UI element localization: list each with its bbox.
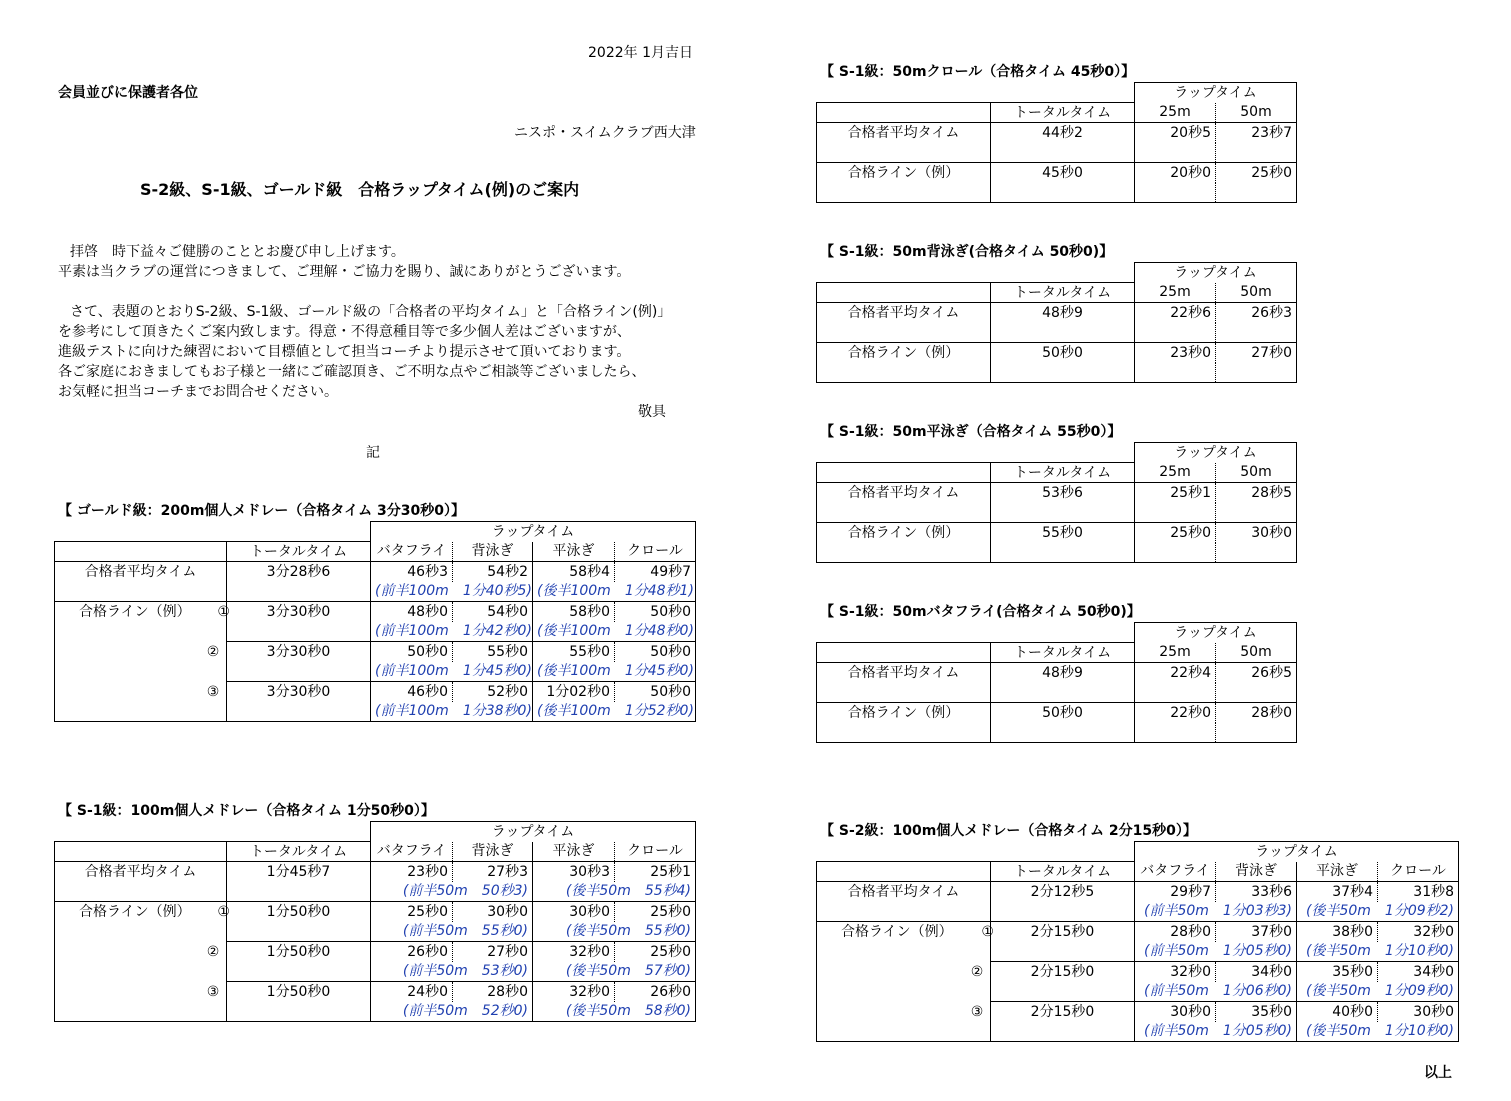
- letter-line: さて、表題のとおりS-2級、S-1級、ゴールド級の「合格者の平均タイム」と「合格ライン(例)」: [70, 304, 672, 320]
- total-cell: 3分30秒0: [227, 642, 371, 662]
- lap-header: ラップタイム: [371, 822, 696, 842]
- avg-label: 合格者平均タイム: [817, 663, 991, 683]
- row-number: ②: [206, 943, 220, 960]
- s1breast-title: 【 S-1級：50m平泳ぎ（合格タイム 55秒0）】: [820, 424, 1122, 440]
- fly-cell: 48秒0: [371, 602, 453, 622]
- breast-cell: 37秒4: [1297, 882, 1378, 902]
- fly-cell: 46秒3: [371, 562, 453, 582]
- free-cell: 32秒0: [1378, 922, 1459, 942]
- split-note: (後半50m 57秒0): [533, 962, 696, 982]
- m50-header: 50m: [1216, 643, 1297, 663]
- avg-label: 合格者平均タイム: [817, 483, 991, 503]
- lap-header: ラップタイム: [1135, 83, 1297, 103]
- total-cell: 3分28秒6: [227, 562, 371, 582]
- end-mark: 以上: [1424, 1065, 1452, 1081]
- back-cell: 27秒3: [453, 862, 533, 882]
- row-number: ③: [206, 683, 220, 700]
- breast-header: 平泳ぎ: [1297, 862, 1378, 882]
- split-note: (後半100m 1分48秒0): [533, 622, 696, 642]
- total-cell: 2分15秒0: [991, 1002, 1135, 1022]
- total-cell: 48秒9: [991, 663, 1135, 683]
- total-cell: 1分50秒0: [227, 982, 371, 1002]
- back-header: 背泳ぎ: [453, 542, 533, 562]
- split-note: (後半50m 1分09秒0): [1297, 982, 1459, 1002]
- m25-cell: 22秒0: [1135, 703, 1216, 723]
- m50-cell: 26秒5: [1216, 663, 1297, 683]
- back-header: 背泳ぎ: [453, 842, 533, 862]
- back-cell: 35秒0: [1216, 1002, 1297, 1022]
- m25-cell: 20秒0: [1135, 163, 1216, 183]
- s1fly-title: 【 S-1級：50mバタフライ(合格タイム 50秒0)】: [820, 604, 1141, 620]
- line-label: 合格ライン（例）: [817, 523, 991, 543]
- breast-cell: 40秒0: [1297, 1002, 1378, 1022]
- breast-header: 平泳ぎ: [533, 842, 615, 862]
- split-note: (前半100m 1分42秒0): [371, 622, 533, 642]
- s1im-table: [54, 821, 696, 1022]
- split-note: (前半50m 1分05秒0): [1135, 1022, 1297, 1042]
- m25-header: 25m: [1135, 103, 1216, 123]
- fly-cell: 46秒0: [371, 682, 453, 702]
- total-cell: 1分50秒0: [227, 902, 371, 922]
- letter-line: お気軽に担当コーチまでお問合せください。: [58, 384, 338, 400]
- avg-label: 合格者平均タイム: [817, 882, 991, 902]
- m25-cell: 22秒6: [1135, 303, 1216, 323]
- breast-cell: 30秒3: [533, 862, 615, 882]
- lap-header: ラップタイム: [1135, 263, 1297, 283]
- split-note: (後半50m 55秒0): [533, 922, 696, 942]
- line-label: 合格ライン（例）: [79, 903, 191, 920]
- gold-title: 【 ゴールド級：200m個人メドレー（合格タイム 3分30秒0）】: [58, 503, 465, 519]
- row-number: ①: [217, 603, 230, 620]
- m50-cell: 26秒3: [1216, 303, 1297, 323]
- line-label: 合格ライン（例）: [79, 603, 191, 620]
- line-label: 合格ライン（例）: [817, 163, 991, 183]
- letter-line: 平素は当クラブの運営につきまして、ご理解・ご協力を賜り、誠にありがとうございます。: [58, 264, 631, 280]
- fly-header: バタフライ: [371, 842, 453, 862]
- total-cell: 45秒0: [991, 163, 1135, 183]
- m50-header: 50m: [1216, 283, 1297, 303]
- breast-header: 平泳ぎ: [533, 542, 615, 562]
- total-cell: 2分15秒0: [991, 922, 1135, 942]
- back-cell: 33秒6: [1216, 882, 1297, 902]
- back-cell: 27秒0: [453, 942, 533, 962]
- split-note: (前半50m 50秒3): [371, 882, 533, 902]
- fly-cell: 30秒0: [1135, 1002, 1216, 1022]
- free-header: クロール: [1378, 862, 1459, 882]
- free-cell: 25秒0: [615, 902, 696, 922]
- m25-cell: 23秒0: [1135, 343, 1216, 363]
- total-cell: 3分30秒0: [227, 602, 371, 622]
- back-cell: 54秒0: [453, 602, 533, 622]
- total-cell: 1分45秒7: [227, 862, 371, 882]
- total-header: トータルタイム: [227, 842, 371, 862]
- m50-cell: 23秒7: [1216, 123, 1297, 143]
- line-label: 合格ライン（例）: [817, 343, 991, 363]
- total-cell: 50秒0: [991, 343, 1135, 363]
- s1back-table: [816, 262, 1297, 383]
- total-cell: 55秒0: [991, 523, 1135, 543]
- s1back-title: 【 S-1級：50m背泳ぎ(合格タイム 50秒0)】: [820, 244, 1114, 260]
- avg-label: 合格者平均タイム: [55, 862, 227, 882]
- back-cell: 34秒0: [1216, 962, 1297, 982]
- lap-header: ラップタイム: [1135, 443, 1297, 463]
- m25-cell: 25秒0: [1135, 523, 1216, 543]
- free-cell: 34秒0: [1378, 962, 1459, 982]
- row-number: ②: [206, 643, 220, 660]
- split-note: (後半100m 1分52秒0): [533, 702, 696, 722]
- m25-header: 25m: [1135, 283, 1216, 303]
- line-label: 合格ライン（例）: [841, 923, 953, 940]
- free-cell: 50秒0: [615, 602, 696, 622]
- lap-header: ラップタイム: [371, 522, 696, 542]
- m25-cell: 20秒5: [1135, 123, 1216, 143]
- s2im-table: [816, 841, 1459, 1042]
- s1fly-table: [816, 622, 1297, 743]
- back-header: 背泳ぎ: [1216, 862, 1297, 882]
- page-title: S-2級、S-1級、ゴールド級 合格ラップタイム(例)のご案内: [140, 180, 580, 199]
- split-note: (前半100m 1分45秒0): [371, 662, 533, 682]
- row-number: ①: [981, 923, 994, 940]
- fly-header: バタフライ: [371, 542, 453, 562]
- free-cell: 31秒8: [1378, 882, 1459, 902]
- lap-header: ラップタイム: [1135, 842, 1459, 862]
- m50-cell: 25秒0: [1216, 163, 1297, 183]
- free-header: クロール: [615, 842, 696, 862]
- split-note: (後半100m 1分45秒0): [533, 662, 696, 682]
- split-note: (後半50m 1分10秒0): [1297, 1022, 1459, 1042]
- free-header: クロール: [615, 542, 696, 562]
- row-number: ①: [217, 903, 230, 920]
- ki-mark: 記: [366, 445, 380, 461]
- m25-cell: 22秒4: [1135, 663, 1216, 683]
- total-cell: 48秒9: [991, 303, 1135, 323]
- s2im-title: 【 S-2級：100m個人メドレー（合格タイム 2分15秒0）】: [820, 823, 1197, 839]
- fly-header: バタフライ: [1135, 862, 1216, 882]
- s1im-title: 【 S-1級：100m個人メドレー（合格タイム 1分50秒0）】: [58, 803, 435, 819]
- split-note: (後半50m 1分10秒0): [1297, 942, 1459, 962]
- split-note: (前半100m 1分40秒5): [371, 582, 533, 602]
- back-cell: 55秒0: [453, 642, 533, 662]
- free-cell: 26秒0: [615, 982, 696, 1002]
- split-note: (前半100m 1分38秒0): [371, 702, 533, 722]
- line-label: 合格ライン（例）: [817, 703, 991, 723]
- row-number: ③: [206, 983, 220, 1000]
- free-cell: 49秒7: [615, 562, 696, 582]
- recipient: 会員並びに保護者各位: [58, 85, 198, 101]
- split-note: (後半50m 58秒0): [533, 1002, 696, 1022]
- total-cell: 2分15秒0: [991, 962, 1135, 982]
- breast-cell: 35秒0: [1297, 962, 1378, 982]
- letter-line: 拝啓 時下益々ご健勝のこととお慶び申し上げます。: [70, 244, 405, 260]
- m25-cell: 25秒1: [1135, 483, 1216, 503]
- total-header: トータルタイム: [991, 862, 1135, 882]
- avg-label: 合格者平均タイム: [817, 303, 991, 323]
- split-note: (後半100m 1分48秒1): [533, 582, 696, 602]
- breast-cell: 32秒0: [533, 982, 615, 1002]
- free-cell: 30秒0: [1378, 1002, 1459, 1022]
- sender: ニスポ・スイムクラブ西大津: [514, 125, 696, 141]
- fly-cell: 23秒0: [371, 862, 453, 882]
- row-number: ③: [970, 1003, 984, 1020]
- split-note: (前半50m 53秒0): [371, 962, 533, 982]
- total-cell: 53秒6: [991, 483, 1135, 503]
- letter-line: を参考にして頂きたくご案内致します。得意・不得意種目等で多少個人差はございますが、: [58, 324, 631, 340]
- back-cell: 28秒0: [453, 982, 533, 1002]
- letter-line: 各ご家庭におきましてもお子様と一緒にご確認頂き、ご不明な点やご相談等ございましたら、: [58, 364, 646, 380]
- split-note: (後半50m 1分09秒2): [1297, 902, 1459, 922]
- back-cell: 52秒0: [453, 682, 533, 702]
- total-header: トータルタイム: [991, 283, 1135, 303]
- m25-header: 25m: [1135, 463, 1216, 483]
- fly-cell: 28秒0: [1135, 922, 1216, 942]
- m50-cell: 28秒0: [1216, 703, 1297, 723]
- letter-line: 進級テストに向けた練習において目標値として担当コーチより提示させて頂いております。: [58, 344, 631, 360]
- s1breast-table: [816, 442, 1297, 563]
- s1free-table: [816, 82, 1297, 203]
- breast-cell: 32秒0: [533, 942, 615, 962]
- total-cell: 50秒0: [991, 703, 1135, 723]
- m50-header: 50m: [1216, 103, 1297, 123]
- total-header: トータルタイム: [991, 103, 1135, 123]
- m50-header: 50m: [1216, 463, 1297, 483]
- free-cell: 50秒0: [615, 682, 696, 702]
- m50-cell: 27秒0: [1216, 343, 1297, 363]
- row-number: ②: [970, 963, 984, 980]
- total-cell: 1分50秒0: [227, 942, 371, 962]
- back-cell: 54秒2: [453, 562, 533, 582]
- breast-cell: 58秒4: [533, 562, 615, 582]
- breast-cell: 38秒0: [1297, 922, 1378, 942]
- m50-cell: 28秒5: [1216, 483, 1297, 503]
- free-cell: 50秒0: [615, 642, 696, 662]
- fly-cell: 24秒0: [371, 982, 453, 1002]
- split-note: (後半50m 55秒4): [533, 882, 696, 902]
- fly-cell: 50秒0: [371, 642, 453, 662]
- back-cell: 37秒0: [1216, 922, 1297, 942]
- date: 2022年 1月吉日: [588, 45, 693, 61]
- avg-label: 合格者平均タイム: [817, 123, 991, 143]
- fly-cell: 25秒0: [371, 902, 453, 922]
- breast-cell: 58秒0: [533, 602, 615, 622]
- total-cell: 2分12秒5: [991, 882, 1135, 902]
- lap-header: ラップタイム: [1135, 623, 1297, 643]
- m50-cell: 30秒0: [1216, 523, 1297, 543]
- m25-header: 25m: [1135, 643, 1216, 663]
- breast-cell: 30秒0: [533, 902, 615, 922]
- total-header: トータルタイム: [227, 542, 371, 562]
- split-note: (前半50m 55秒0): [371, 922, 533, 942]
- total-cell: 3分30秒0: [227, 682, 371, 702]
- gold-table: [54, 521, 696, 722]
- back-cell: 30秒0: [453, 902, 533, 922]
- split-note: (前半50m 52秒0): [371, 1002, 533, 1022]
- s1free-title: 【 S-1級：50mクロール（合格タイム 45秒0）】: [820, 64, 1136, 80]
- split-note: (前半50m 1分06秒0): [1135, 982, 1297, 1002]
- breast-cell: 1分02秒0: [533, 682, 615, 702]
- total-header: トータルタイム: [991, 463, 1135, 483]
- breast-cell: 55秒0: [533, 642, 615, 662]
- fly-cell: 26秒0: [371, 942, 453, 962]
- total-cell: 44秒2: [991, 123, 1135, 143]
- avg-label: 合格者平均タイム: [55, 562, 227, 582]
- fly-cell: 32秒0: [1135, 962, 1216, 982]
- fly-cell: 29秒7: [1135, 882, 1216, 902]
- closing: 敬具: [638, 404, 666, 420]
- free-cell: 25秒0: [615, 942, 696, 962]
- split-note: (前半50m 1分05秒0): [1135, 942, 1297, 962]
- free-cell: 25秒1: [615, 862, 696, 882]
- split-note: (前半50m 1分03秒3): [1135, 902, 1297, 922]
- total-header: トータルタイム: [991, 643, 1135, 663]
